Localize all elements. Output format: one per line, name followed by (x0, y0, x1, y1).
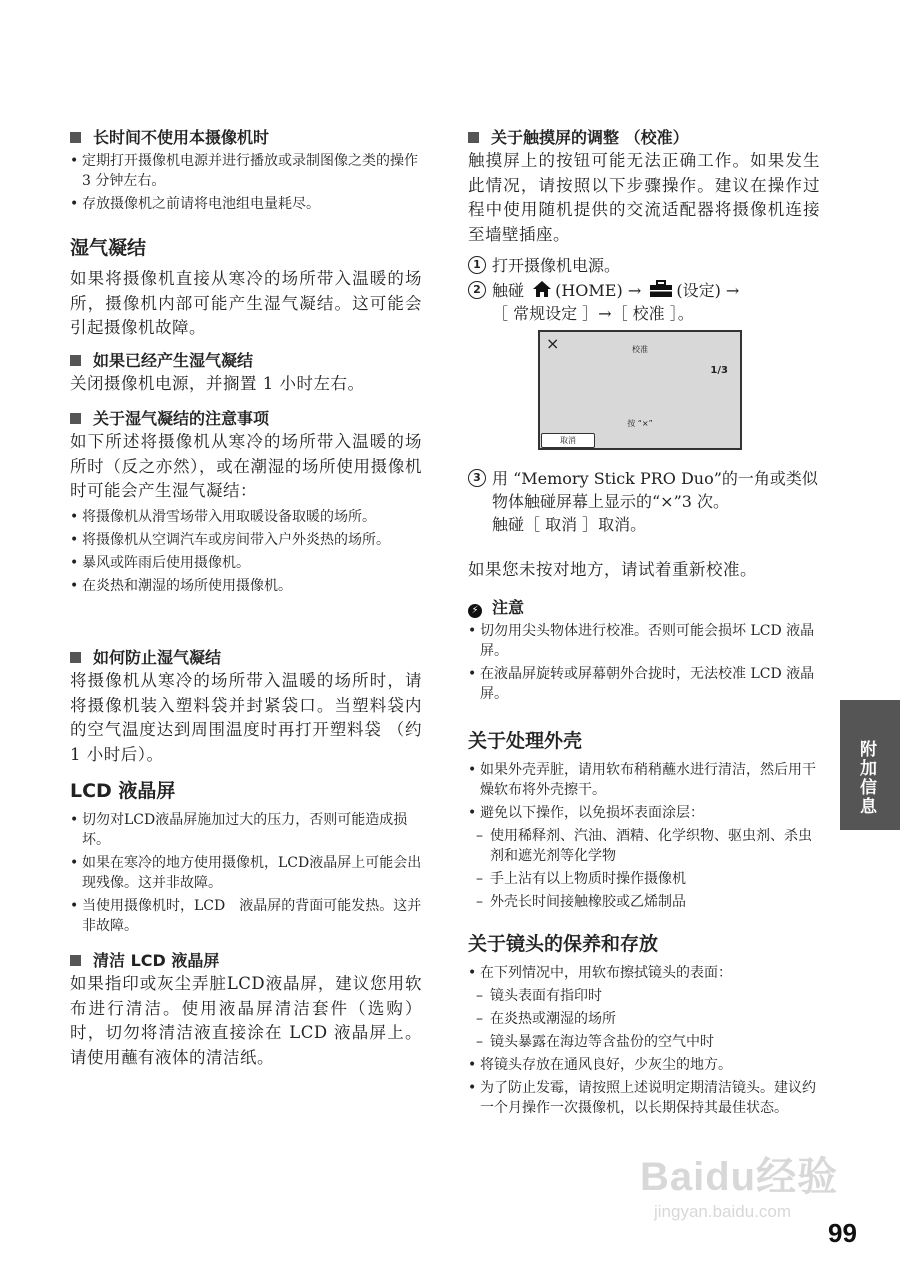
list-subitem: – 手上沾有以上物质时操作摄像机 (468, 869, 820, 889)
screen-cancel-button: 取消 (541, 433, 595, 448)
list-item: • 如果外壳弄脏，请用软布稍稍蘸水进行清洁，然后用干燥软布将外壳擦干。 (468, 760, 820, 800)
watermark (640, 1145, 838, 1222)
step-1 (468, 254, 820, 277)
heading-text: 清洁 LCD 液晶屏 (93, 951, 220, 970)
list-item: • 避免以下操作，以免损坏表面涂层： (468, 803, 820, 823)
heading-text: 注意 (492, 598, 525, 617)
section-title: 湿气凝结 (70, 237, 147, 259)
arrow: → (725, 281, 740, 300)
paragraph: 将摄像机从寒冷的场所带入温暖的场所时，请将摄像机装入塑料袋并封紧袋口。当塑料袋内的空气温度达到周围温度时再打开塑料袋 （约 1 小时后）。 (70, 671, 422, 764)
section-lens (468, 931, 820, 1121)
section-calibration (468, 127, 820, 247)
screen-title: 校准 (632, 345, 648, 354)
list-item: • 在液晶屏旋转或屏幕朝外合拢时，无法校准 LCD 液晶屏。 (468, 664, 820, 704)
section-lcd (70, 778, 422, 939)
section-casing (468, 728, 820, 915)
list-subitem: – 使用稀释剂、汽油、酒精、化学织物、驱虫剂、杀虫剂和遮光剂等化学物 (468, 826, 820, 866)
list-item: • 在下列情况中，用软布擦拭镜头的表面： (468, 963, 820, 983)
section-condensation-notes (70, 408, 422, 599)
section-heading (70, 408, 422, 430)
chapter-tab-label: 附加信息 (856, 740, 876, 816)
list-item: • 将摄像机从空调汽车或房间带入户外炎热的场所。 (70, 530, 422, 550)
section-prevent-condensation (70, 647, 422, 767)
section-heading (70, 127, 422, 149)
step-number: 1 (468, 256, 486, 274)
setup-label: (设定) (676, 281, 721, 300)
section-condensation (70, 235, 422, 341)
list-item: • 将镜头存放在通风良好，少灰尘的地方。 (468, 1055, 820, 1075)
paragraph: 如果指印或灰尘弄脏LCD液晶屏，建议您用软布进行清洁。使用液晶屏清洁套件（选购）时，切勿将清洁液直接涂在 LCD 液晶屏上。请使用蘸有液体的清洁纸。 (70, 974, 422, 1067)
list-item: • 切勿用尖头物体进行校准。否则可能会损坏 LCD 液晶屏。 (468, 621, 820, 661)
list-item: • 定期打开摄像机电源并进行播放或录制图像之类的操作 3 分钟左右。 (70, 151, 422, 191)
section-title: 关于镜头的保养和存放 (468, 933, 659, 955)
note-heading (468, 597, 820, 619)
watermark-brand: Baidu经验 (640, 1155, 839, 1199)
list-item: • 暴风或阵雨后使用摄像机。 (70, 553, 422, 573)
step-number: 2 (468, 281, 486, 299)
calibration-screen-illustration (538, 330, 742, 450)
section-title: LCD 液晶屏 (70, 780, 176, 802)
page-number: 99 (828, 1218, 857, 1248)
step-text: 触碰［ 取消 ］取消。 (492, 515, 647, 534)
section-title: 关于处理外壳 (468, 730, 583, 752)
chapter-tab (840, 700, 900, 830)
step-3 (468, 467, 820, 536)
list-item: • 如果在寒冷的地方使用摄像机，LCD液晶屏上可能会出现残像。这并非故障。 (70, 853, 422, 893)
section-heading (70, 350, 422, 372)
section-heading (70, 950, 422, 972)
paragraph: 关闭摄像机电源，并搁置 1 小时左右。 (70, 374, 365, 393)
list-item: • 将摄像机从滑雪场带入用取暖设备取暖的场所。 (70, 507, 422, 527)
arrow: → (627, 281, 642, 300)
step-text: 打开摄像机电源。 (492, 256, 621, 275)
list-subitem: – 镜头暴露在海边等含盐份的空气中时 (468, 1032, 820, 1052)
list-subitem: – 镜头表面有指印时 (468, 986, 820, 1006)
section-heading (468, 127, 820, 149)
step-number: 3 (468, 469, 486, 487)
list-subitem: – 在炎热或潮湿的场所 (468, 1009, 820, 1029)
watermark-url: jingyan.baidu.com (654, 1202, 792, 1221)
list-item: • 在炎热和潮湿的场所使用摄像机。 (70, 576, 422, 596)
heading-text: 如果已经产生湿气凝结 (93, 351, 254, 370)
heading-text: 关于湿气凝结的注意事项 (93, 409, 270, 428)
list-subitem: – 外壳长时间接触橡胶或乙烯制品 (468, 892, 820, 912)
paragraph: 如果将摄像机直接从寒冷的场所带入温暖的场所，摄像机内部可能产生湿气凝结。这可能会引起摄像机故障。 (70, 269, 422, 337)
calibration-steps (468, 254, 820, 325)
step-text: ［ 常规设定 ］→［ 校准 ］。 (492, 304, 694, 323)
list-item: • 当使用摄像机时，LCD 液晶屏的背面可能发热。这并非故障。 (70, 896, 422, 936)
caution-icon: ⚡ (468, 604, 482, 618)
list-item: • 切勿对LCD液晶屏施加过大的压力，否则可能造成损坏。 (70, 810, 422, 850)
close-icon: × (546, 334, 560, 353)
heading-text: 长时间不使用本摄像机时 (93, 128, 270, 147)
heading-text: 关于触摸屏的调整 （校准） (491, 128, 689, 147)
paragraph: 触摸屏上的按钮可能无法正确工作。如果发生此情况，请按照以下步骤操作。建议在操作过程中使用随机提供的交流适配器将摄像机连接至墙壁插座。 (468, 151, 820, 244)
section-heading (70, 647, 422, 669)
step-text: 用 “Memory Stick PRO Duo”的一角或类似物体触碰屏幕上显示的“×”3 次。 (492, 469, 818, 511)
retry-text (468, 558, 820, 583)
section-clean-lcd (70, 950, 422, 1070)
home-icon (532, 280, 552, 298)
step-text: 触碰 (492, 281, 525, 300)
section-if-condensed (70, 350, 422, 397)
paragraph: 如果您未按对地方，请试着重新校准。 (468, 560, 757, 579)
note-section (468, 597, 820, 707)
heading-text: 如何防止湿气凝结 (93, 648, 222, 667)
screen-prompt: 按 “×” (627, 419, 653, 428)
paragraph: 如下所述将摄像机从寒冷的场所带入温暖的场所时（反之亦然），或在潮湿的场所使用摄像机时可能会产生湿气凝结： (70, 432, 422, 500)
step-2 (468, 279, 820, 325)
list-item: • 存放摄像机之前请将电池组电量耗尽。 (70, 194, 422, 214)
section-long-storage (70, 127, 422, 217)
calibration-step-3 (468, 467, 820, 536)
toolbox-icon (649, 280, 673, 298)
home-label: (HOME) (555, 281, 623, 300)
screen-page: 1/3 (710, 365, 728, 376)
list-item: • 为了防止发霉，请按照上述说明定期清洁镜头。建议约一个月操作一次摄像机，以长期保持其最佳状态。 (468, 1078, 820, 1118)
